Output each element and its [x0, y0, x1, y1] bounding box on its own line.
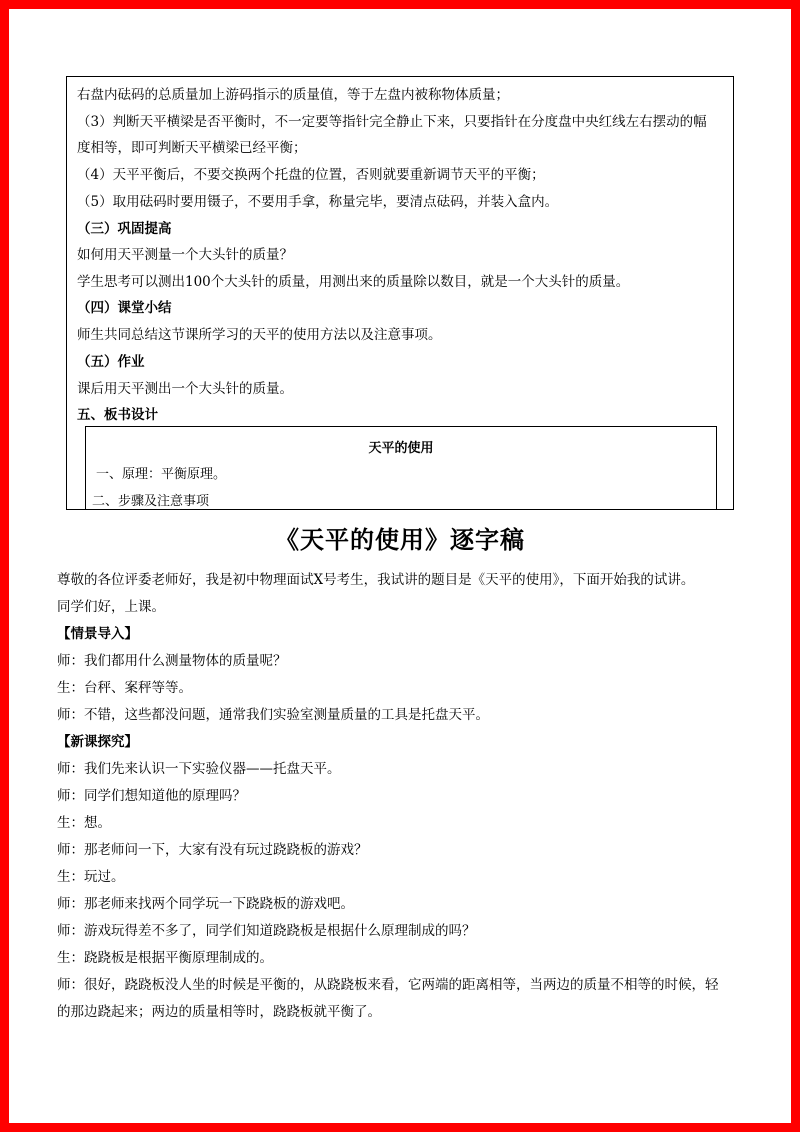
- transcript-line-11: 师：那老师问一下，大家有没有玩过跷跷板的游戏？: [57, 842, 368, 858]
- transcript-line-4: 师：我们都用什么测量物体的质量呢？: [57, 653, 287, 669]
- transcript-title: 《天平的使用》逐字稿: [275, 525, 525, 554]
- section-heading-intro: 【情景导入】: [57, 626, 138, 642]
- section-heading-board: 五、板书设计: [77, 407, 158, 423]
- section-heading-homework: （五）作业: [77, 354, 145, 370]
- board-item-principle: 一、原理：平衡原理。: [96, 467, 227, 482]
- transcript-line-1: 尊敬的各位评委老师好，我是初中物理面试X号考生，我试讲的题目是《天平的使用》，下面开始我的试讲。: [57, 572, 695, 588]
- transcript-line-12: 生：玩过。: [57, 869, 125, 885]
- section-heading-consolidate: （三）巩固提高: [77, 221, 172, 237]
- board-item-steps: 二、步骤及注意事项: [92, 494, 210, 509]
- transcript-line-9: 师：同学们想知道他的原理吗？: [57, 788, 246, 804]
- plan-line-10: 师生共同总结这节课所学习的天平的使用方法以及注意事项。: [77, 327, 442, 343]
- plan-line-2: （3）判断天平横梁是否平衡时，不一定要等指针完全静止下来，只要指针在分度盘中央红线左右摆动的幅: [77, 114, 707, 130]
- plan-line-12: 课后用天平测出一个大头针的质量。: [77, 381, 293, 397]
- board-design-box: [85, 426, 717, 510]
- plan-line-3: 度相等，即可判断天平横梁已经平衡；: [77, 140, 307, 156]
- transcript-line-14: 师：游戏玩得差不多了，同学们知道跷跷板是根据什么原理制成的吗？: [57, 923, 476, 939]
- plan-line-1: 右盘内砝码的总质量加上游码指示的质量值，等于左盘内被称物体质量；: [77, 87, 509, 103]
- section-heading-new-lesson: 【新课探究】: [57, 734, 138, 750]
- plan-line-8: 学生思考可以测出100个大头针的质量，用测出来的质量除以数目，就是一个大头针的质量。: [77, 274, 630, 290]
- board-title: 天平的使用: [368, 441, 434, 456]
- transcript-line-17: 的那边跷起来；两边的质量相等时，跷跷板就平衡了。: [57, 1004, 381, 1020]
- transcript-line-2: 同学们好，上课。: [57, 599, 165, 615]
- transcript-line-8: 师：我们先来认识一下实验仪器——托盘天平。: [57, 761, 341, 777]
- transcript-line-15: 生：跷跷板是根据平衡原理制成的。: [57, 950, 273, 966]
- plan-line-7: 如何用天平测量一个大头针的质量？: [77, 247, 293, 263]
- plan-line-5: （5）取用砝码时要用镊子，不要用手拿，称量完毕，要清点砝码，并装入盒内。: [77, 194, 559, 210]
- transcript-line-13: 师：那老师来找两个同学玩一下跷跷板的游戏吧。: [57, 896, 354, 912]
- plan-line-4: （4）天平平衡后，不要交换两个托盘的位置，否则就要重新调节天平的平衡；: [77, 167, 545, 183]
- section-heading-summary: （四）课堂小结: [77, 300, 172, 316]
- transcript-line-6: 师：不错，这些都没问题，通常我们实验室测量质量的工具是托盘天平。: [57, 707, 489, 723]
- transcript-line-10: 生：想。: [57, 815, 111, 831]
- transcript-line-5: 生：台秤、案秤等等。: [57, 680, 192, 696]
- transcript-line-16: 师：很好，跷跷板没人坐的时候是平衡的，从跷跷板来看，它两端的距离相等，当两边的质量不相等的时候，轻: [57, 977, 719, 993]
